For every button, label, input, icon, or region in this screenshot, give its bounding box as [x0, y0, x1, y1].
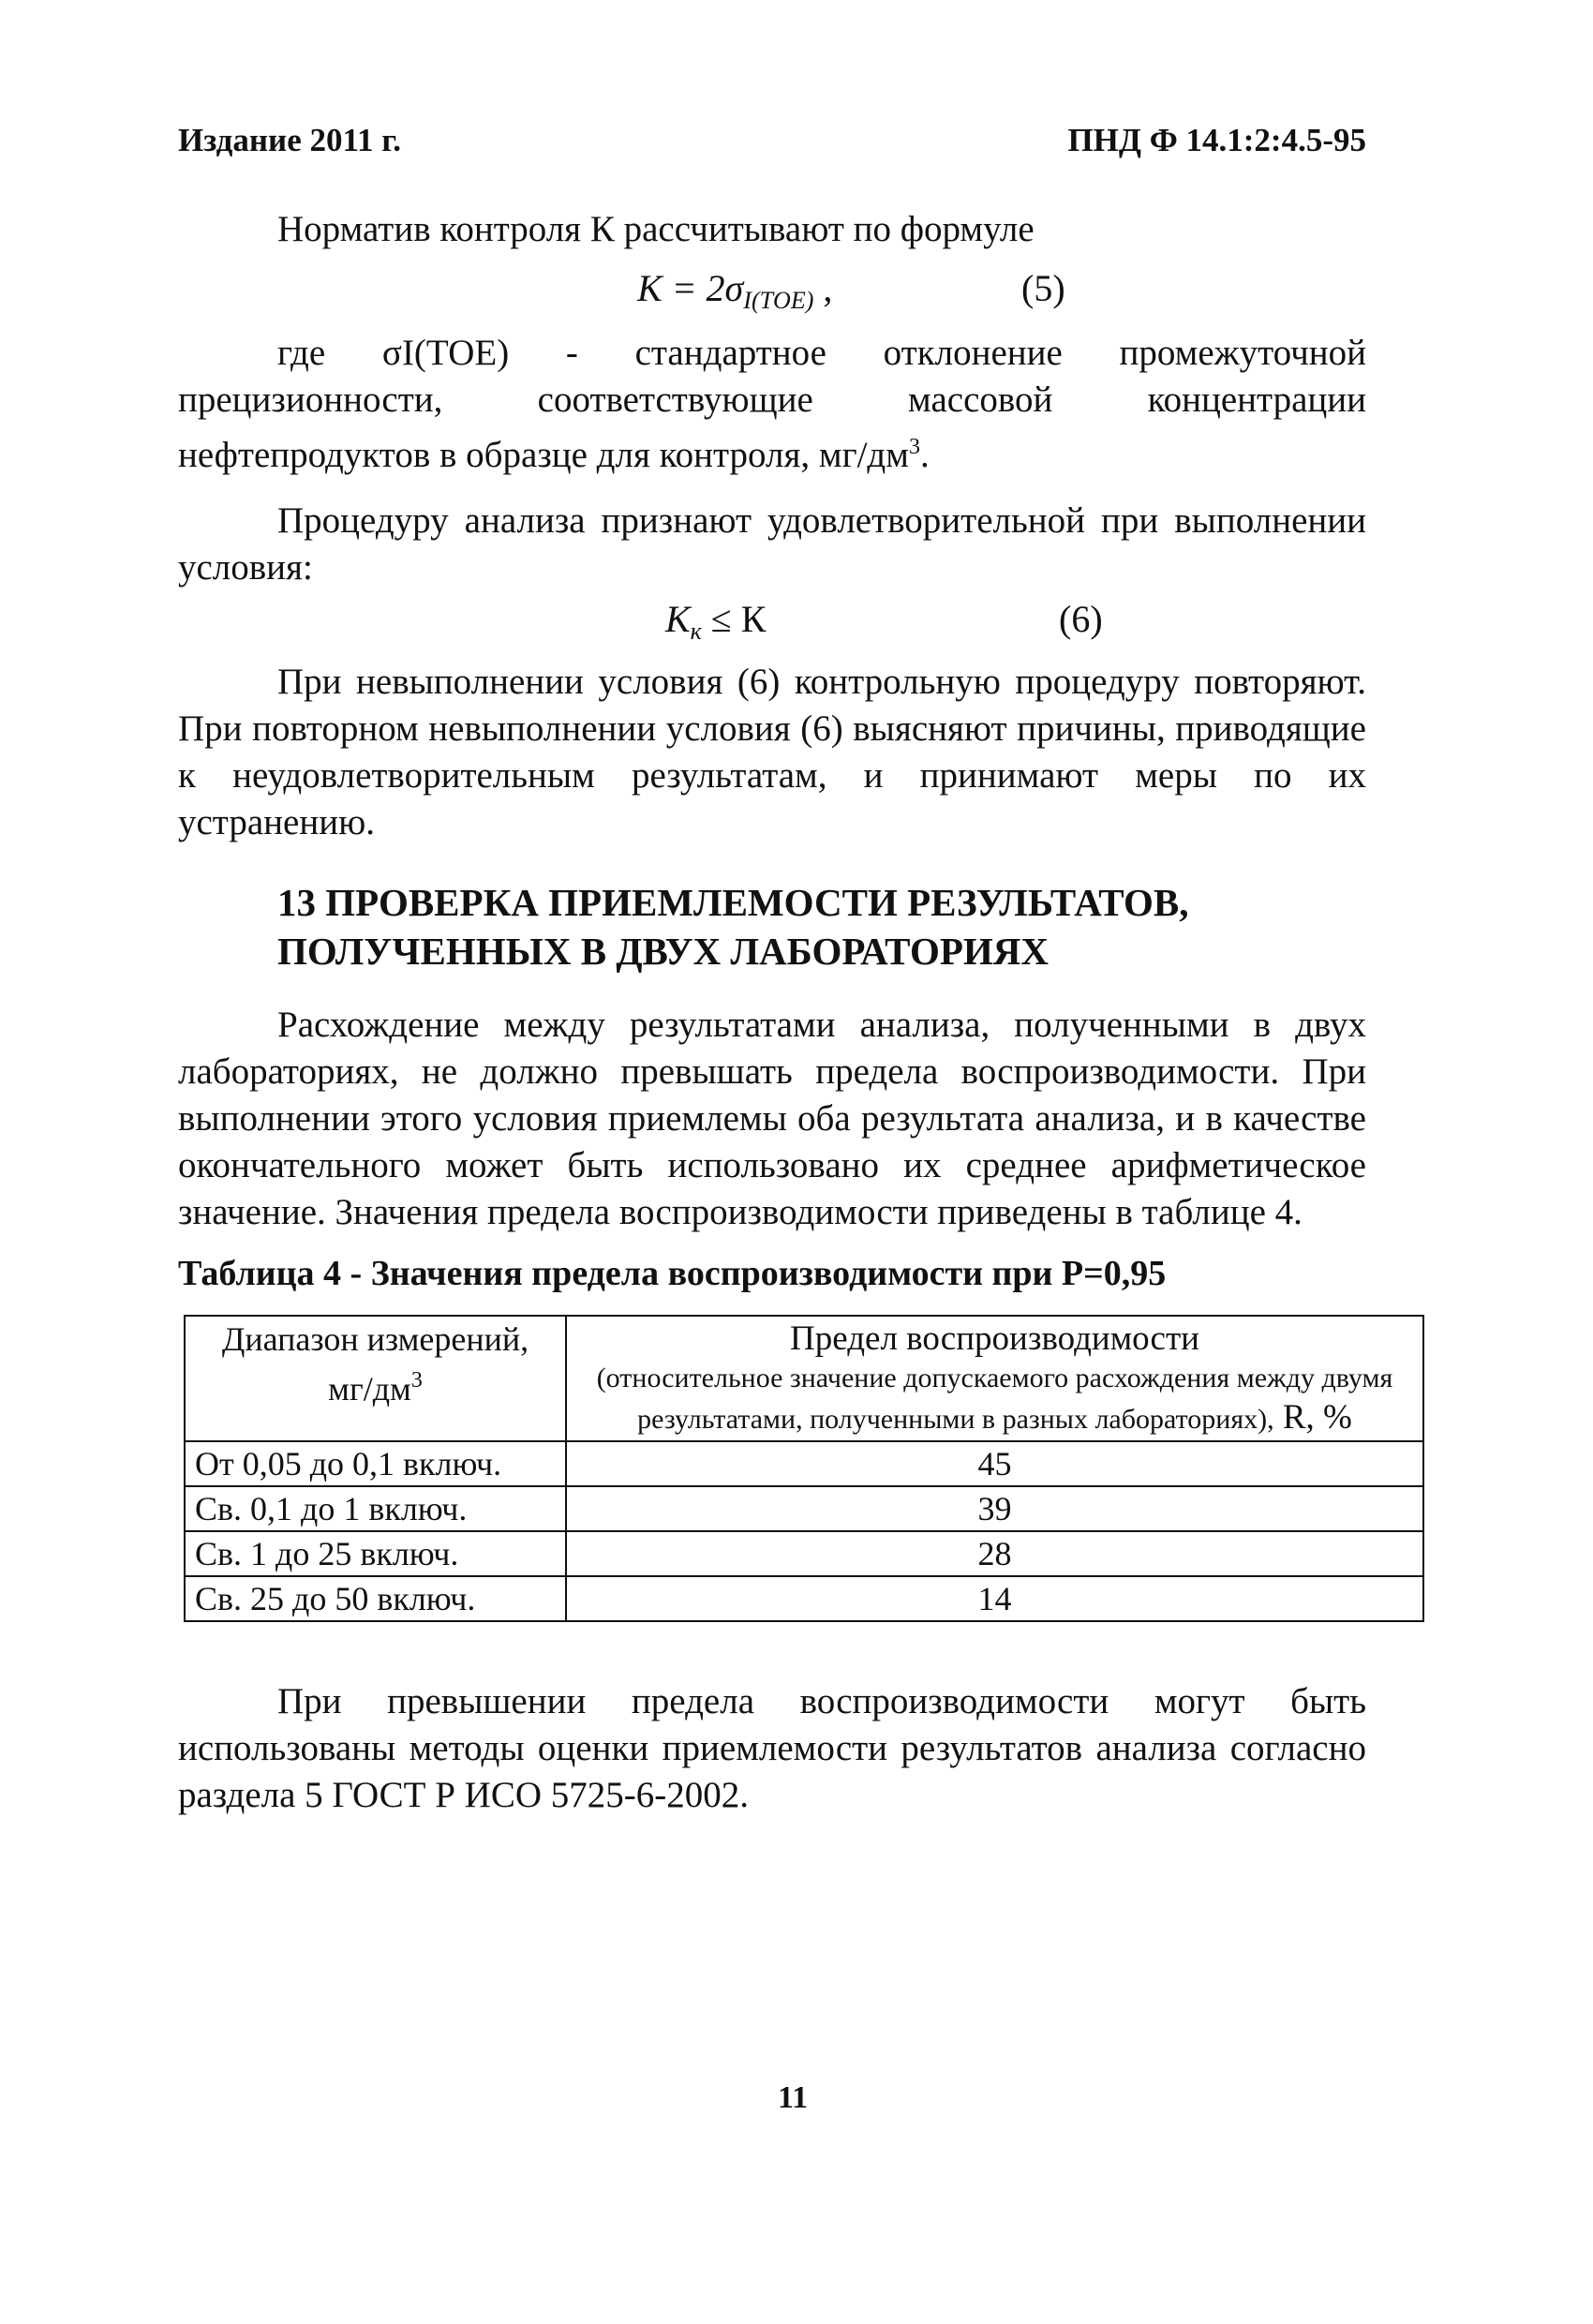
table-4-caption: Таблица 4 - Значения предела воспроизводимости при Р=0,95 [178, 1254, 1167, 1293]
formula-6-number: (6) [1059, 598, 1103, 640]
formula-6 [178, 591, 1366, 648]
table-row [185, 1486, 1423, 1531]
paragraph-control-standard: Норматив контроля К рассчитывают по формуле [277, 209, 1035, 249]
section-13-line-2: ПОЛУЧЕННЫХ В ДВУХ ЛАБОРАТОРИЯХ [277, 930, 1050, 973]
header-cell-limit [566, 1316, 1423, 1441]
paragraph-where-sigma [178, 330, 1366, 479]
value-cell: 14 [566, 1576, 1423, 1621]
formula-6-lhs: К [665, 598, 691, 640]
page-number: 11 [778, 2080, 809, 2115]
table-row [185, 1531, 1423, 1576]
header-range-unit: мг/дм [328, 1370, 411, 1408]
paragraph-where-sigma-text: где σI(ТОЕ) - стандартное отклонение промежуточной прецизионности, соответствующие массовой концентрации нефтепродуктов в образце для контроля, мг/дм [178, 333, 1366, 475]
formula-5-number: (5) [1021, 267, 1065, 309]
paragraph-discrepancy: Расхождение между результатами анализа, полученными в двух лабораториях, не должно превышать предела воспроизводимости. При выполнении этого условия приемлемы оба результата анализа, и в качестве окончательного может быть использовано их среднее арифметическое значение. Значения предела воспроизводимости приведены в таблице 4. [178, 1005, 1366, 1232]
value-cell: 39 [566, 1486, 1423, 1531]
formula-6-expression [665, 591, 766, 660]
table-4 [184, 1315, 1424, 1622]
section-13-line-1: 13 ПРОВЕРКА ПРИЕМЛЕМОСТИ РЕЗУЛЬТАТОВ, [277, 881, 1189, 924]
paragraph-repeat-procedure: При невыполнении условия (6) контрольную процедуру повторяют. При повторном невыполнении условия (6) выясняют причины, приводящие к неудовлетворительным результатам, и принимают меры по их устранению. [178, 662, 1366, 842]
range-cell: Св. 1 до 25 включ. [185, 1531, 566, 1576]
header-limit-unit: R, % [1273, 1398, 1352, 1437]
header-cell-range [185, 1316, 566, 1441]
formula-5-tail: , [813, 267, 833, 309]
table-header-row [185, 1316, 1423, 1441]
value-cell: 28 [566, 1531, 1423, 1576]
paragraph-end-dot: . [919, 435, 930, 475]
page-content [178, 206, 1393, 1819]
header-range-line-1: Диапазон измерений, [221, 1320, 529, 1358]
header-range-line-2 [195, 1360, 556, 1409]
formula-6-relation: ≤ К [701, 598, 767, 640]
paragraph-exceeding-limit: При превышении предела воспроизводимости могут быть использованы методы оценки приемлемости результатов анализа согласно раздела 5 ГОСТ Р ИСО 5725-6-2002. [178, 1681, 1366, 1815]
document-code-header: ПНД Ф 14.1:2:4.5-95 [1067, 122, 1366, 158]
formula-5-expression [637, 261, 832, 329]
table-row [185, 1576, 1423, 1621]
edition-header: Издание 2011 г. [178, 122, 401, 158]
unit-superscript: 3 [908, 435, 920, 459]
range-cell: Св. 0,1 до 1 включ. [185, 1486, 566, 1531]
value-cell: 45 [566, 1441, 1423, 1486]
paragraph-procedure: Процедуру анализа признают удовлетворительной при выполнении условия: [178, 500, 1366, 588]
formula-5 [178, 261, 1366, 317]
header-limit-description [576, 1360, 1413, 1438]
formula-5-subscript: I(ТОЕ) [743, 287, 814, 314]
header-range-sup: 3 [410, 1368, 423, 1393]
header-limit-note: (относительное значение допускаемого расхождения между двумя результатами, полученными в разных лабораториях), [596, 1363, 1393, 1435]
formula-5-lhs: К = 2σ [637, 267, 744, 309]
header-limit-title: Предел воспроизводимости [790, 1319, 1199, 1358]
range-cell: От 0,05 до 0,1 включ. [185, 1441, 566, 1486]
table-row [185, 1441, 1423, 1486]
range-cell: Св. 25 до 50 включ. [185, 1576, 566, 1621]
section-13-heading [277, 878, 1366, 976]
formula-6-subscript: к [690, 618, 702, 645]
